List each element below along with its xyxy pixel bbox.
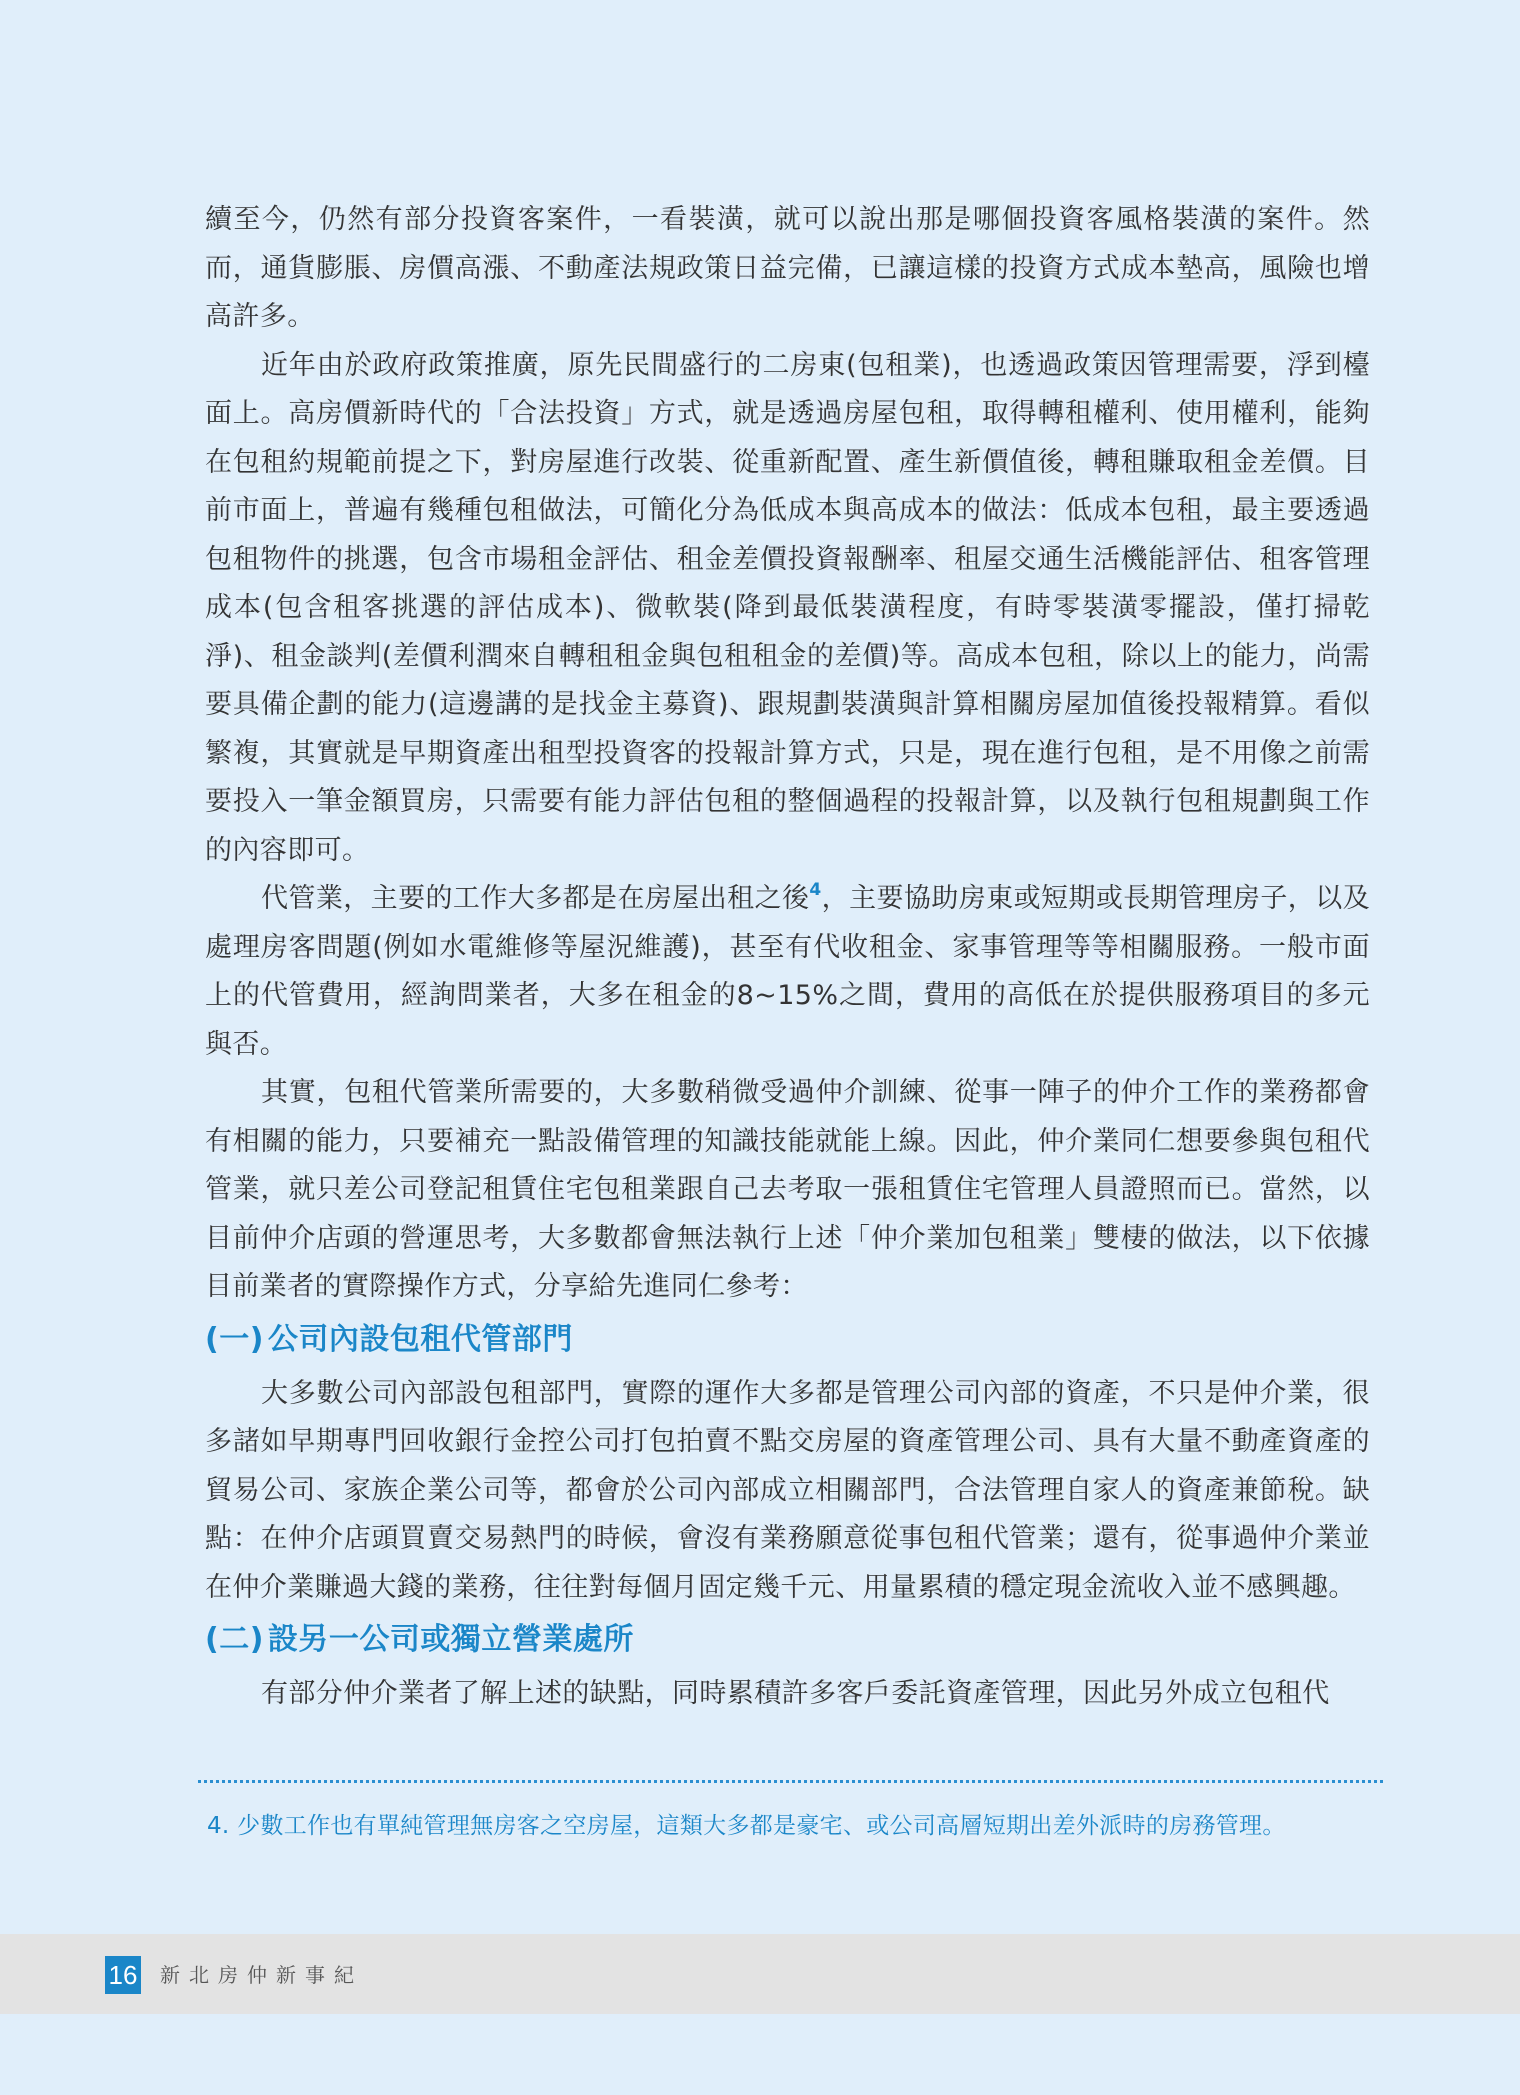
page-number: 16 — [105, 1956, 141, 1994]
paragraph-2: 近年由於政府政策推廣，原先民間盛行的二房東(包租業)，也透過政策因管理需要，浮到檯面上。高房價新時代的「合法投資」方式，就是透過房屋包租，取得轉租權利、使用權利，能夠在包租約規範前提之下，對房屋進行改裝、從重新配置、產生新價值後，轉租賺取租金差價。目前市面上，普遍有幾種包租做法，可簡化分為低成本與高成本的做法：低成本包租，最主要透過包租物件的挑選，包含市場租金評估、租金差價投資報酬率、租屋交通生活機能評估、租客管理成本(包含租客挑選的評估成本)、微軟裝(降到最低裝潢程度，有時零裝潢零擺設，僅打掃乾淨)、租金談判(差價利潤來自轉租租金與包租租金的差價)等。高成本包租，除以上的能力，尚需要具備企劃的能力(這邊講的是找金主募資)、跟規劃裝潢與計算相關房屋加值後投報精算。看似繁複，其實就是早期資產出租型投資客的投報計算方式，只是，現在進行包租，是不用像之前需要投入一筆金額買房，只需要有能力評估包租的整個過程的投報計算，以及執行包租規劃與工作的內容即可。 — [205, 349, 1370, 866]
publication-name: 新北房仲新事紀 — [160, 1963, 363, 1987]
paragraph-1: 續至今，仍然有部分投資客案件，一看裝潢，就可以說出那是哪個投資客風格裝潢的案件。然而，通貨膨脹、房價高漲、不動產法規政策日益完備，已讓這樣的投資方式成本墊高，風險也增高許多。 — [205, 204, 1370, 332]
paragraph-3-text-a: 代管業，主要的工作大多都是在房屋出租之後 — [261, 883, 810, 914]
paragraph-3-text-b: ，主要協助房東或短期或長期管理房子，以及處理房客問題(例如水電維修等屋況維護)，甚至有代收租金、家事管理等等相關服務。一般市面上的代管費用，經詢問業者，大多在租金的8~15%之間，費用的高低在於提供服務項目的多元與否。 — [205, 883, 1371, 1060]
page-footer — [0, 1934, 1520, 2014]
section-heading-2-text: 設另一公司或獨立營業處所 — [267, 1622, 634, 1657]
footnote-divider — [198, 1780, 1383, 1783]
paragraph-4: 其實，包租代管業所需要的，大多數稍微受過仲介訓練、從事一陣子的仲介工作的業務都會有相關的能力，只要補充一點設備管理的知識技能就能上線。因此，仲介業同仁想要參與包租代管業，就只差公司登記租賃住宅包租業跟自己去考取一張租賃住宅管理人員證照而已。當然，以目前仲介店頭的營運思考，大多數都會無法執行上述「仲介業加包租業」雙棲的做法，以下依據目前業者的實際操作方式，分享給先進同仁參考： — [205, 1077, 1370, 1302]
paragraph-3 — [205, 875, 1370, 1069]
article-body — [205, 196, 1370, 1719]
footnote: 4. 少數工作也有單純管理無房客之空房屋，這類大多都是豪宅、或公司高層短期出差外派時的房務管理。 — [207, 1813, 1286, 1839]
footnote-reference[interactable]: 4 — [809, 880, 822, 900]
paragraph-5: 大多數公司內部設包租部門，實際的運作大多都是管理公司內部的資產，不只是仲介業，很多諸如早期專門回收銀行金控公司打包拍賣不點交房屋的資產管理公司、具有大量不動產資產的貿易公司、家族企業公司等，都會於公司內部成立相關部門，合法管理自家人的資產兼節稅。缺點：在仲介店頭買賣交易熱門的時候，會沒有業務願意從事包租代管業；還有，從事過仲介業並在仲介業賺過大錢的業務，往往對每個月固定幾千元、用量累積的穩定現金流收入並不感興趣。 — [205, 1377, 1370, 1603]
section-heading-1-text: 公司內設包租代管部門 — [267, 1321, 573, 1357]
paragraph-6: 有部分仲介業者了解上述的缺點，同時累積許多客戶委託資產管理，因此另外成立包租代 — [261, 1678, 1330, 1709]
section-heading-1-number: (一) — [205, 1321, 264, 1357]
section-heading-2-number: (二) — [205, 1622, 264, 1657]
section-heading-2 — [205, 1614, 1370, 1666]
section-heading-1 — [205, 1314, 1370, 1366]
